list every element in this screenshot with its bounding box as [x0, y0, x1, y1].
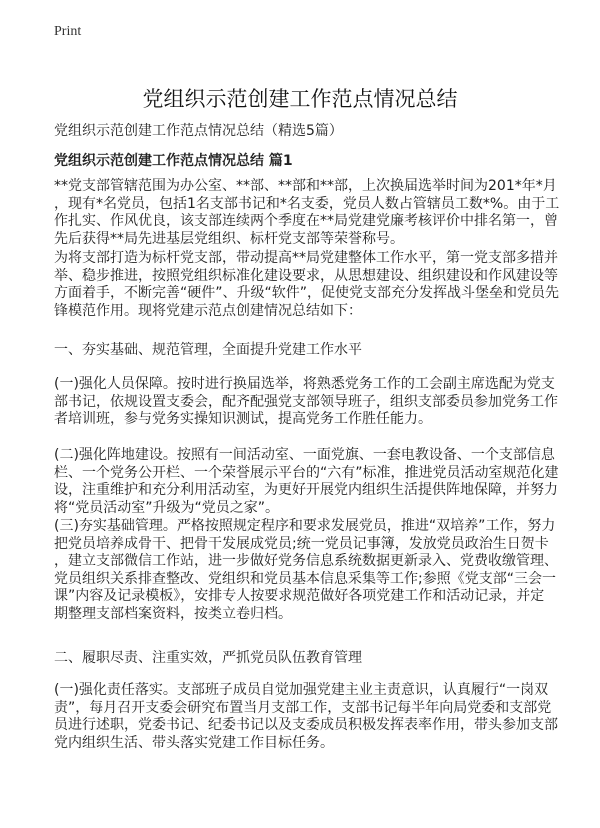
text-line: (二)强化阵地建设。按照有一间活动室、一面党旗、一套电教设备、一个支部信息 [54, 447, 555, 463]
text-line: 将“党员活动室”升级为“党员之家”。 [54, 499, 280, 516]
text-line: 作扎实、作风优良，该支部连续两个季度在**局党建党廉考核评价中排名第一，曾 [54, 213, 558, 230]
text-line: 举、稳步推进，按照党组织标准化建设要求，从思想建设、组织建设和作风建设等 [54, 267, 558, 284]
text-line: 方面着手，不断完善“硬件”、升级“软件”，促使党支部充分发挥战斗堡垒和党员先 [54, 285, 560, 302]
text-line: 期整理支部档案资料，按类立卷归档。 [54, 605, 292, 622]
text-line: 责”，每月召开支委会研究布置当月支部工作，支部书记每半年向局党委和支部党 [54, 699, 552, 716]
text-line: 先后获得**局先进基层党组织、标杆党支部等荣誉称号。 [54, 230, 404, 247]
text-line: 为将支部打造为标杆党支部，带动提高**局党建整体工作水平，第一党支部多措并 [54, 250, 558, 266]
text-line: 栏、一个党务公开栏、一个荣誉展示平台的“六有”标准，推进党员活动室规范化建 [54, 464, 559, 481]
text-line: 部书记，依规设置支委会，配齐配强党支部领导班子，组织支部委员参加党务工作 [54, 393, 558, 410]
text-line: 一、夯实基础、规范管理，全面提升党建工作水平 [54, 342, 362, 358]
text-line: 者培训班，参与党务实操知识测试，提高党务工作胜任能力。 [54, 411, 432, 428]
text-line: 二、履职尽责、注重实效，严抓党员队伍教育管理 [54, 650, 362, 666]
paragraph [54, 250, 559, 320]
subtitle: 党组织示范创建工作范点情况总结（精选5篇） [54, 123, 343, 139]
paragraph [54, 518, 558, 624]
paragraph [54, 178, 559, 248]
text-line: (三)夯实基础管理。严格按照规定程序和要求发展党员，推进“双培养”工作，努力 [54, 518, 556, 534]
text-line: 党内组织生活、带头落实党建工作目标任务。 [54, 734, 334, 751]
text-line: 员进行述职，党委书记、纪委书记以及支委成员积极发挥表率作用，带头参加支部 [54, 717, 558, 734]
text-line: ，建立支部微信工作站，进一步做好党务信息系统数据更新录入、党费收缴管理、 [54, 553, 558, 570]
text-line: (一)强化人员保障。按时进行换届选举，将熟悉党务工作的工会副主席选配为党支 [54, 376, 555, 392]
text-line: 设，注重维护和充分利用活动室，为更好开展党内组织生活提供阵地保障，并努力 [54, 482, 558, 499]
text-line: 党员组织关系排查整改、党组织和党员基本信息采集等工作;参照《党支部“三会一 [54, 570, 556, 587]
paragraph [54, 682, 558, 752]
paragraph [54, 376, 558, 429]
paragraph [54, 650, 362, 668]
section-heading: 党组织示范创建工作范点情况总结 篇1 [54, 153, 293, 169]
text-line: (一)强化责任落实。支部班子成员自觉加强党建主业主责意识，认真履行“一岗双 [54, 682, 549, 698]
text-line: **党支部管辖范围为办公室、**部、**部和**部，上次换届选举时间为201*年*月 [54, 178, 557, 194]
page-title: 党组织示范创建工作范点情况总结 [142, 87, 458, 111]
text-line: 课”内容及记录模板》，安排专人按要求规范做好各项党建工作和活动记录，并定 [54, 588, 545, 605]
print-link[interactable]: Print [54, 24, 82, 39]
text-line: 锋模范作用。现将党建示范点创建情况总结如下： [54, 302, 362, 319]
text-line: 把党员培养成骨干、把骨干发展成党员;统一党员记事簿，发放党员政治生日贺卡 [54, 535, 549, 552]
paragraph [54, 342, 362, 360]
text-line: ，现有*名党员，包括1名支部书记和*名支委，党员人数占管辖员工数*%。由于工 [54, 195, 560, 212]
paragraph [54, 447, 559, 517]
